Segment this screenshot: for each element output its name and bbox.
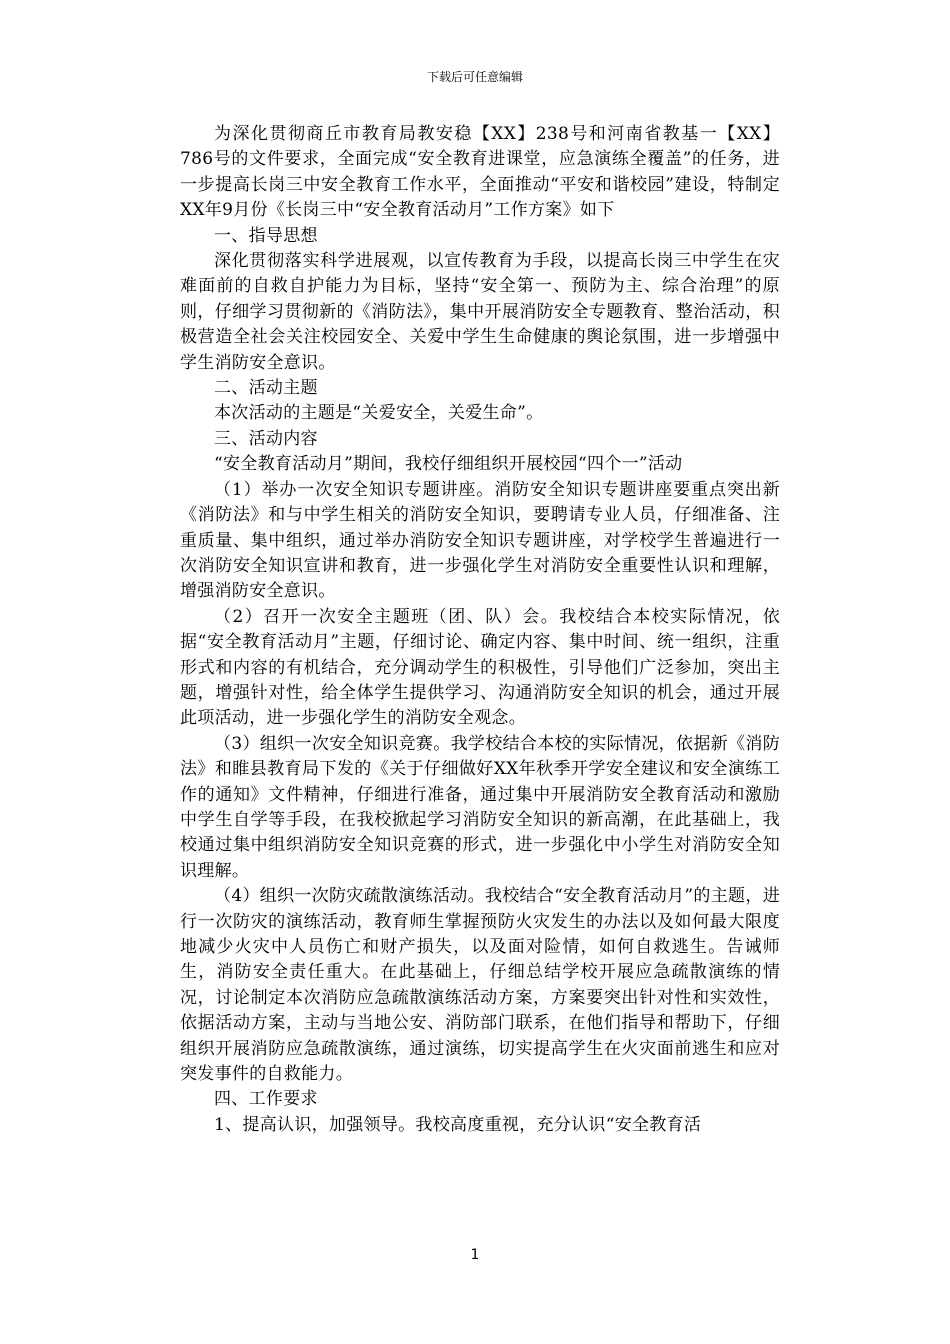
body-paragraph: （4）组织一次防灾疏散演练活动。我校结合“安全教育活动月”的主题，进行一次防灾的演练活动，教育师生掌握预防火灾发生的办法以及如何最大限度地减少火灾中人员伤亡和财产损失，以及面对险情，如何自救逃生。告诫师生，消防安全责任重大。在此基础上，仔细总结学校开展应急疏散演练的情况，讨论制定本次消防应急疏散演练活动方案，方案要突出针对性和实效性，依据活动方案，主动与当地公安、消防部门联系，在他们指导和帮助下，仔细组织开展消防应急疏散演练，通过演练，切实提高学生在火灾面前逃生和应对突发事件的自救能力。	[180, 886, 780, 1085]
page-header: 下载后可任意编辑	[426, 70, 523, 84]
section-heading: 四、工作要求	[214, 1089, 318, 1110]
body-paragraph: （1）举办一次安全知识专题讲座。消防安全知识专题讲座要重点突出新《消防法》和与中学生相关的消防安全知识，要聘请专业人员，仔细准备、注重质量、集中组织，通过举办消防安全知识专题讲座，对学校学生普遍进行一次消防安全知识宣讲和教育，进一步强化学生对消防安全重要性认识和理解，增强消防安全意识。	[180, 479, 780, 602]
body-paragraph: 1、提高认识，加强领导。我校高度重视，充分认识“安全教育活	[214, 1114, 702, 1135]
section-heading: 二、活动主题	[214, 378, 318, 399]
section-heading: 三、活动内容	[214, 428, 318, 449]
document-body	[180, 122, 780, 1138]
page-number: 1	[470, 1247, 480, 1263]
body-paragraph: 为深化贯彻商丘市教育局教安稳【XX】238号和河南省教基一【XX】786号的文件要求，全面完成“安全教育进课堂，应急演练全覆盖”的任务，进一步提高长岗三中安全教育工作水平，全面推动“平安和谐校园”建设，特制定XX年9月份《长岗三中“安全教育活动月”工作方案》如下	[180, 124, 780, 221]
body-paragraph: （2）召开一次安全主题班（团、队）会。我校结合本校实际情况，依据“安全教育活动月”主题，仔细讨论、确定内容、集中时间、统一组织，注重形式和内容的有机结合，充分调动学生的积极性，引导他们广泛参加，突出主题，增强针对性，给全体学生提供学习、沟通消防安全知识的机会，通过开展此项活动，进一步强化学生的消防安全观念。	[180, 606, 780, 729]
section-heading: 一、指导思想	[214, 225, 318, 246]
body-paragraph: “安全教育活动月”期间，我校仔细组织开展校园“四个一”活动	[214, 454, 683, 475]
body-paragraph: 深化贯彻落实科学进展观，以宣传教育为手段，以提高长岗三中学生在灾难面前的自救自护能力为目标，坚持“安全第一、预防为主、综合治理”的原则，仔细学习贯彻新的《消防法》，集中开展消防安全专题教育、整治活动，积极营造全社会关注校园安全、关爱中学生生命健康的舆论氛围，进一步增强中学生消防安全意识。	[180, 251, 780, 373]
body-paragraph: （3）组织一次安全知识竞赛。我学校结合本校的实际情况，依据新《消防法》和睢县教育局下发的《关于仔细做好XX年秋季开学安全建议和安全演练工作的通知》文件精神，仔细进行准备，通过集中开展消防安全教育活动和激励中学生自学等手段，在我校掀起学习消防安全知识的新高潮，在此基础上，我校通过集中组织消防安全知识竞赛的形式，进一步强化中小学生对消防安全知识理解。	[180, 733, 780, 881]
body-paragraph: 本次活动的主题是“关爱安全，关爱生命”。	[214, 403, 544, 424]
